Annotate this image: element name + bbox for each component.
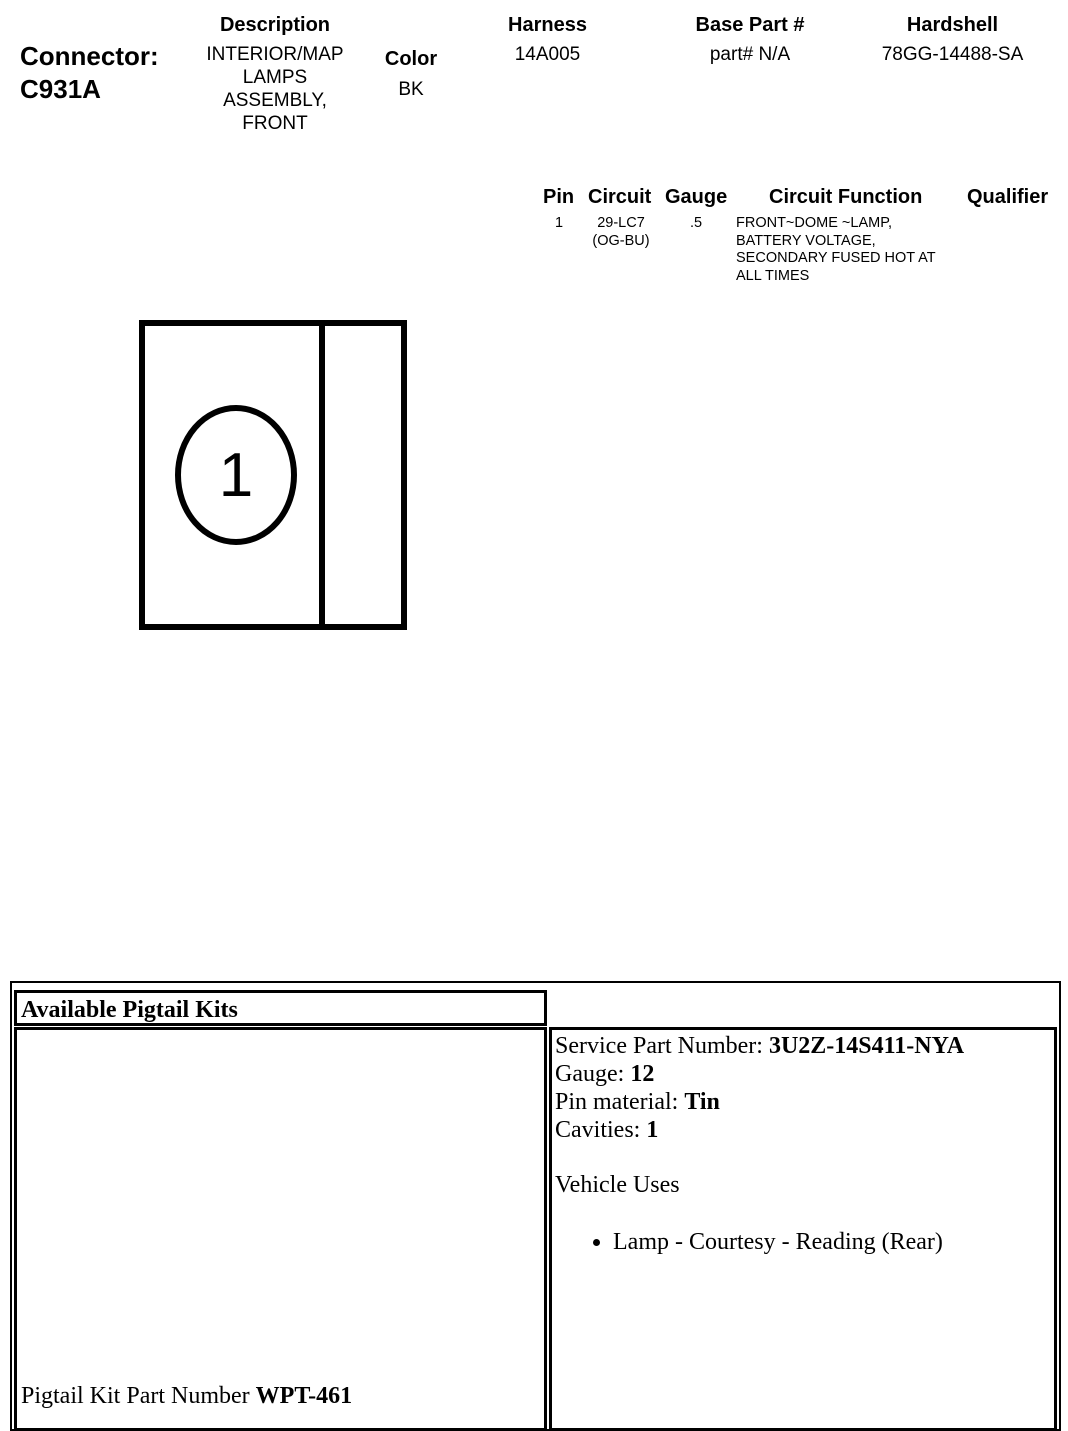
circuit-line: (OG-BU) — [592, 232, 650, 249]
function-line: BATTERY VOLTAGE, — [736, 232, 876, 249]
description-column — [190, 14, 360, 135]
vehicle-use-item: • Lamp - Courtesy - Reading (Rear) — [613, 1228, 1054, 1256]
vehicle-uses-list — [555, 1228, 1054, 1256]
harness-column — [480, 14, 615, 66]
pin-header: Pin — [543, 186, 575, 208]
color-value: BK — [398, 79, 424, 100]
hardshell-value: 78GG-14488-SA — [881, 44, 1024, 65]
description-line: INTERIOR/MAP — [206, 44, 344, 65]
description-line: FRONT — [242, 113, 308, 134]
harness-value: 14A005 — [514, 44, 581, 65]
service-part-value: 3U2Z-14S411-NYA — [768, 1033, 965, 1059]
description-value — [190, 43, 360, 135]
function-line: ALL TIMES — [736, 267, 810, 284]
hardshell-column — [860, 14, 1045, 66]
connector-diagram — [130, 312, 420, 642]
connector-label: Connector: — [20, 41, 159, 71]
circuit-value — [585, 215, 657, 250]
gauge-label: Gauge: — [555, 1061, 631, 1087]
pigtail-kit-part — [21, 1383, 352, 1410]
base-part-header: Base Part # — [695, 14, 805, 36]
gauge-row — [555, 1060, 1054, 1088]
function-line: SECONDARY FUSED HOT AT — [736, 250, 936, 266]
cavities-value: 1 — [646, 1117, 659, 1143]
service-part-label: Service Part Number: — [555, 1033, 769, 1059]
circuit-header: Circuit — [588, 186, 652, 208]
connector-id: C931A — [20, 74, 101, 104]
vehicle-uses-label: Vehicle Uses — [555, 1172, 680, 1198]
pin-number: 1 — [555, 215, 564, 231]
description-line: ASSEMBLY, — [223, 90, 327, 111]
pigtail-spec-cell — [549, 1027, 1057, 1431]
function-line: FRONT~DOME ~LAMP, — [736, 215, 893, 231]
connector-outline — [142, 323, 404, 627]
service-part-row — [555, 1032, 1054, 1060]
circuit-line: 29-LC7 — [597, 215, 645, 231]
qualifier-header: Qualifier — [967, 186, 1049, 208]
pigtail-kit-label: Pigtail Kit Part Number — [21, 1383, 256, 1409]
gauge-header: Gauge — [665, 186, 728, 208]
cavities-row — [555, 1116, 1054, 1144]
circuit-function-value — [736, 215, 936, 285]
cavities-label: Cavities: — [555, 1117, 647, 1143]
pin-material-row — [555, 1088, 1054, 1116]
pigtail-title-cell — [14, 990, 547, 1026]
color-header: Color — [384, 48, 438, 70]
color-column — [370, 48, 452, 101]
pin-material-label: Pin material: — [555, 1089, 685, 1115]
hardshell-header: Hardshell — [906, 14, 999, 36]
pigtail-kit-number: WPT-461 — [255, 1383, 353, 1409]
circuit-function-header: Circuit Function — [769, 186, 923, 208]
gauge-spec-value: 12 — [630, 1061, 655, 1087]
base-part-column — [675, 14, 825, 66]
description-line: LAMPS — [242, 67, 308, 88]
pigtail-kit-cell — [14, 1027, 547, 1431]
pin-cavity-label: 1 — [218, 441, 254, 510]
description-header: Description — [219, 14, 331, 36]
pin-material-value: Tin — [684, 1089, 720, 1115]
pigtail-title: Available Pigtail Kits — [21, 997, 238, 1023]
connector-title — [20, 40, 159, 106]
gauge-value: .5 — [690, 215, 703, 231]
base-part-value: part# N/A — [709, 44, 791, 65]
harness-header: Harness — [508, 14, 587, 36]
